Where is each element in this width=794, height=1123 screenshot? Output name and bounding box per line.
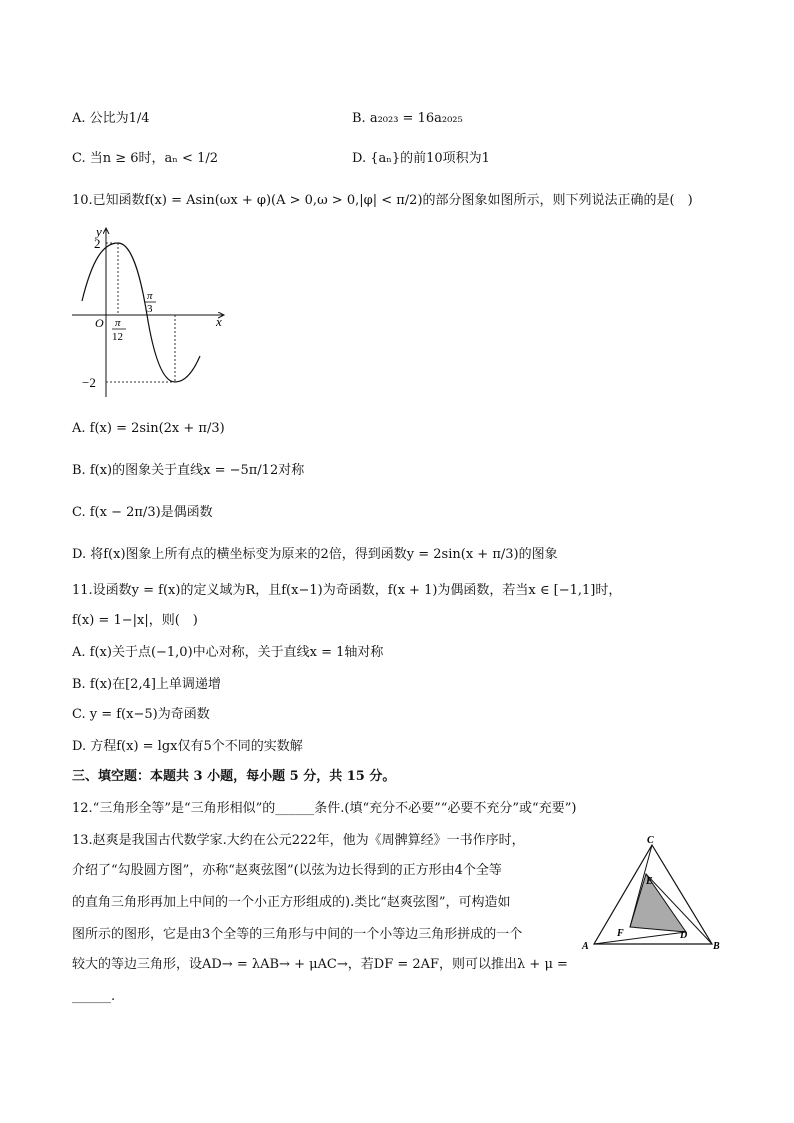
label-c: C [647,835,654,846]
q10-sine-graph [68,222,233,404]
q10-option-a: A. f(x) = 2sin(2x + π/3) [72,421,225,436]
q10-option-b: B. f(x)的图象关于直线x = −5π/12对称 [72,463,305,478]
inner-triangle [630,874,686,932]
label-a: A [582,941,589,952]
q13-line3: 的直角三角形再加上中间的一个小正方形组成的).类比“赵爽弦图”，可构造如 [72,895,511,910]
y-axis-label: y [96,224,102,239]
origin-label: O [95,316,104,330]
q11-option-c: C. y = f(x−5)为奇函数 [72,707,210,722]
q9-option-c: C. 当n ≥ 6时，aₙ < 1/2 [72,151,219,166]
tick-pi3-num: π [147,290,153,302]
sine-curve [82,243,200,382]
q10-option-d: D. 将f(x)图象上所有点的横坐标变为原来的2倍，得到函数y = 2sin(x + π/3)的图象 [72,547,558,562]
q9-option-b: B. a₂₀₂₃ = 16a₂₀₂₅ [352,111,463,126]
q13-line6: ______. [72,989,116,1004]
q11-stem-line2: f(x) = 1−|x|，则( ) [72,613,198,628]
label-b: B [713,941,720,952]
q13-line5: 较大的等边三角形，设AD→ = λAB→ + μAC→，若DF = 2AF，则可以推出λ + μ = [72,957,568,972]
label-d: D [680,930,688,941]
section-heading: 三、填空题：本题共 3 小题，每小题 5 分，共 15 分。 [72,769,396,784]
q13-triangle-figure [578,832,728,956]
q9-option-a: A. 公比为1/4 [72,111,150,126]
label-f: F [617,928,624,939]
y-min-label: −2 [82,375,96,390]
q13-line1: 13.赵爽是我国古代数学家.大约在公元222年，他为《周髀算经》一书作序时， [72,833,525,848]
q10-option-c: C. f(x − 2π/3)是偶函数 [72,505,213,520]
q11-option-d: D. 方程f(x) = lgx仅有5个不同的实数解 [72,739,303,754]
label-e: E [646,876,653,887]
q11-option-a: A. f(x)关于点(−1,0)中心对称，关于直线x = 1轴对称 [72,645,384,660]
q10-stem: 10.已知函数f(x) = Asin(ωx + φ)(A > 0,ω > 0,|φ| < π/2)的部分图象如图所示，则下列说法正确的是( ) [72,193,693,208]
tick-pi3-den: 3 [147,303,153,315]
tick-pi12-num: π [115,317,121,329]
tick-pi12-den: 12 [112,331,123,343]
q9-option-d: D. {aₙ}的前10项积为1 [352,151,490,166]
q12-stem: 12.“三角形全等”是“三角形相似”的______条件.(填“充分不必要”“必要不充分”或“充要”) [72,801,577,816]
q13-line2: 介绍了“勾股圆方图”，亦称“赵爽弦图”(以弦为边长得到的正方形由4个全等 [72,863,502,878]
q11-option-b: B. f(x)在[2,4]上单调递增 [72,677,221,692]
x-axis-label: x [216,314,222,329]
q11-stem-line1: 11.设函数y = f(x)的定义域为R，且f(x−1)为奇函数，f(x + 1)为偶函数，若当x ∈ [−1,1]时， [72,583,622,598]
y-max-label: 2 [94,236,101,251]
q13-line4: 图所示的图形，它是由3个全等的三角形与中间的一个小等边三角形拼成的一个 [72,927,523,942]
